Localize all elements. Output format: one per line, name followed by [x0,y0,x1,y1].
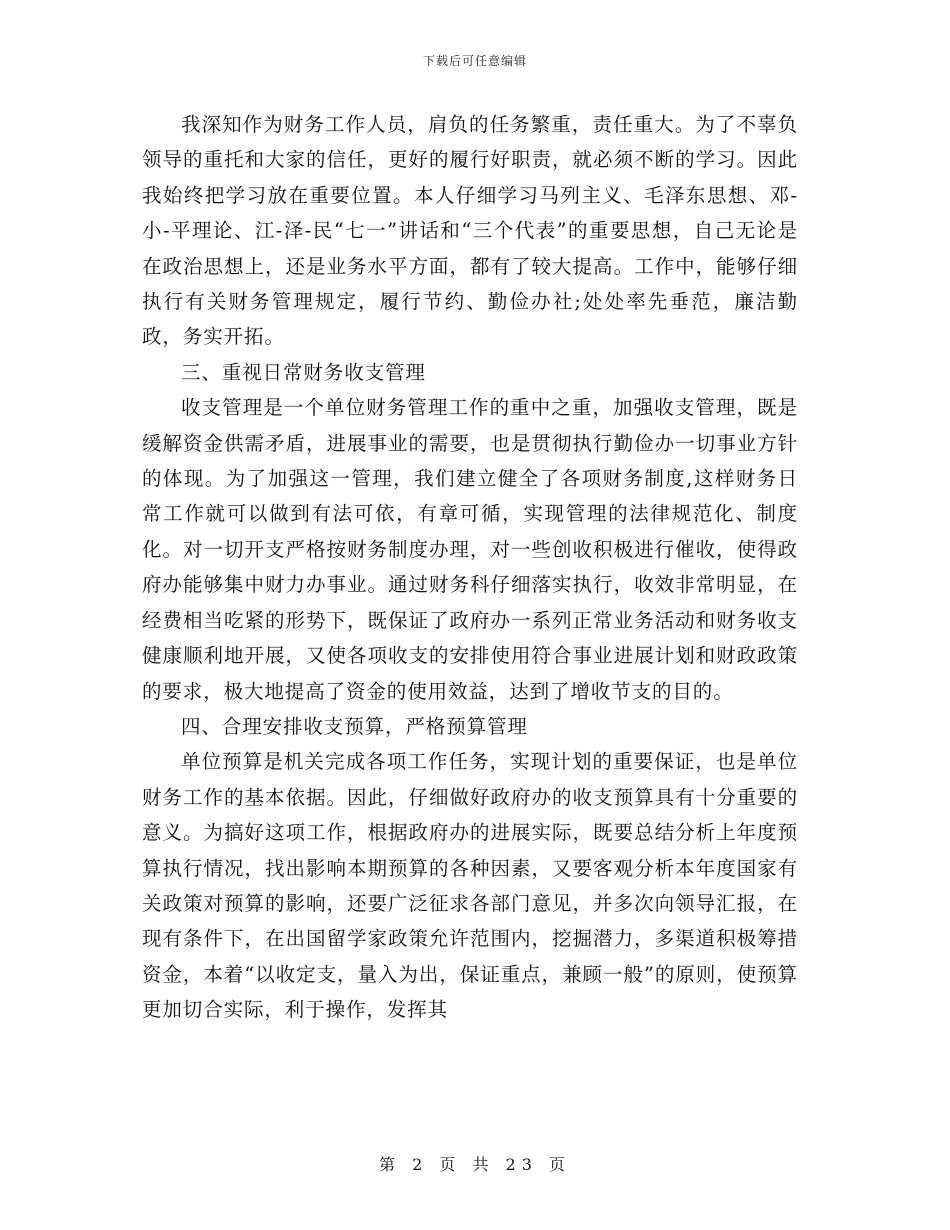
document-body [142,107,798,1028]
page-header: 下载后可任意编辑 [422,54,527,68]
section-heading-3: 三、重视日常财务收支管理 [181,360,426,384]
section-heading-4: 四、合理安排收支预算，严格预算管理 [181,714,528,738]
page-number: 第 2 页 共 23 页 [379,1155,571,1174]
paragraph-budget: 单位预算是机关完成各项工作任务，实现计划的重要保证，也是单位财务工作的基本依据。因此，仔细做好政府办的收支预算具有十分重要的意义。为搞好这项工作，根据政府办的进展实际，既要总结分析上年度预算执行情况，找出影响本期预算的各种因素，又要客观分析本年度国家有关政策对预算的影响，还要广泛征求各部门意见，并多次向领导汇报，在现有条件下，在出国留学家政策允许范围内，挖掘潜力，多渠道积极筹措资金，本着“以收定支，量入为出，保证重点，兼顾一般”的原则，使预算更加切合实际，利于操作，发挥其 [142,750,798,1022]
paragraph-study: 我深知作为财务工作人员，肩负的任务繁重，责任重大。为了不辜负领导的重托和大家的信任，更好的履行好职责，就必须不断的学习。因此我始终把学习放在重要位置。本人仔细学习马列主义、毛泽东思想、邓-小-平理论、江-泽-民“七一”讲话和“三个代表”的重要思想，自己无论是在政治思想上，还是业务水平方面，都有了较大提高。工作中，能够仔细执行有关财务管理规定，履行节约、勤俭办社;处处率先垂范，廉洁勤政，务实开拓。 [142,113,798,349]
paragraph-income-expense: 收支管理是一个单位财务管理工作的重中之重，加强收支管理，既是缓解资金供需矛盾，进展事业的需要，也是贯彻执行勤俭办一切事业方针的体现。为了加强这一管理，我们建立健全了各项财务制度,这样财务日常工作就可以做到有法可依，有章可循，实现管理的法律规范化、制度化。对一切开支严格按财务制度办理，对一些创收积极进行催收，使得政府办能够集中财力办事业。通过财务科仔细落实执行，收效非常明显，在经费相当吃紧的形势下，既保证了政府办一系列正常业务活动和财务收支健康顺利地开展，又使各项收支的安排使用符合事业进展计划和财政政策的要求，极大地提高了资金的使用效益，达到了增收节支的目的。 [142,396,798,703]
